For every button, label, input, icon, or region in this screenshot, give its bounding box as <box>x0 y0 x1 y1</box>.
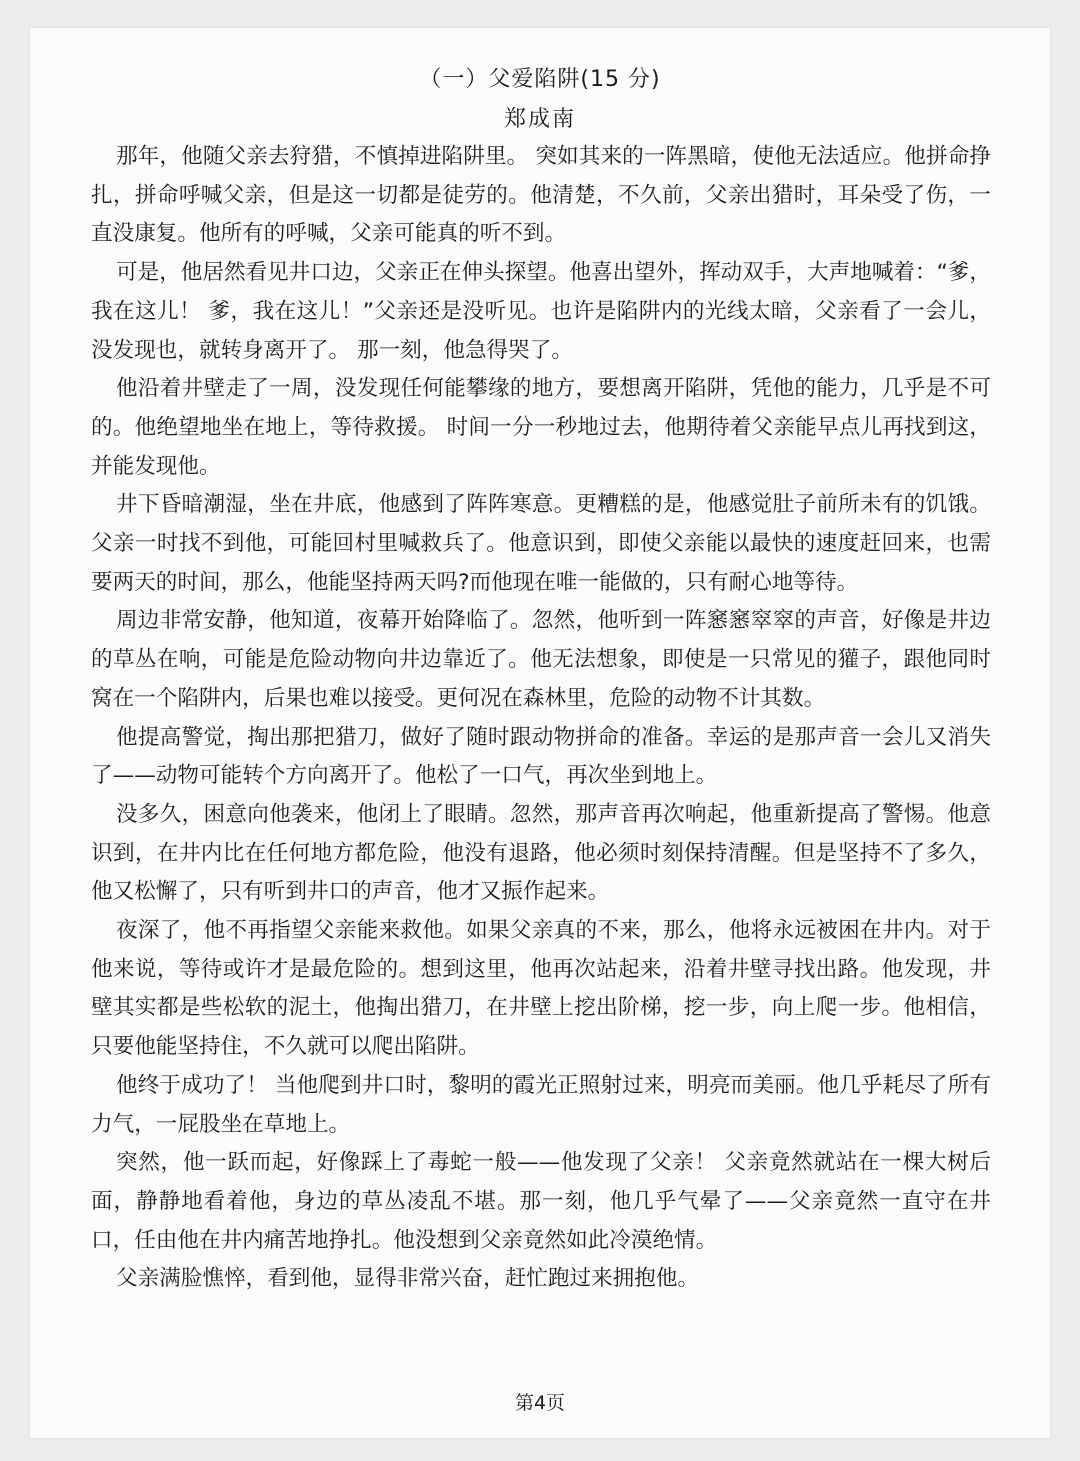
paragraph: 父亲满脸憔悴，看到他，显得非常兴奋，赶忙跑过来拥抱他。 <box>116 1266 700 1292</box>
page-number: 第4页 <box>514 1392 566 1414</box>
paragraph: 突然，他一跃而起，好像踩上了毒蛇一般——他发现了父亲！ 父亲竟然就站在一棵大树后面，静静地看着他，身边的草丛凌乱不堪。那一刻，他几乎气晕了——父亲竟然一直守在井口，任由他在井内痛苦地挣扎。他没想到父亲竟然如此冷漠绝情。 <box>91 1150 991 1253</box>
article-title: （一）父爱陷阱(15 分) <box>419 67 661 92</box>
article-author: 郑成南 <box>503 107 576 132</box>
paragraph: 没多久，困意向他袭来，他闭上了眼睛。忽然，那声音再次响起，他重新提高了警惕。他意识到，在井内比在任何地方都危险，他没有退路，他必须时刻保持清醒。但是坚持不了多久，他又松懈了，只有听到井口的声音，他才又振作起来。 <box>91 801 991 905</box>
paragraph: 他提高警觉，掏出那把猎刀，做好了随时跟动物拼命的准备。幸运的是那声音一会儿又消失了——动物可能转个方向离开了。他松了一口气，再次坐到地上。 <box>91 724 991 789</box>
paragraph: 井下昏暗潮湿，坐在井底，他感到了阵阵寒意。更糟糕的是，他感觉肚子前所未有的饥饿。父亲一时找不到他，可能回村里喊救兵了。他意识到，即使父亲能以最快的速度赶回来，也需要两天的时间，那么，他能坚持两天吗?而他现在唯一能做的，只有耐心地等待。 <box>91 492 991 595</box>
paragraph: 可是，他居然看见井口边，父亲正在伸头探望。他喜出望外，挥动双手，大声地喊着：“爹，我在这儿！ 爹，我在这儿！”父亲还是没听见。也许是陷阱内的光线太暗，父亲看了一会儿，没发现也，就转身离开了。 那一刻，他急得哭了。 <box>91 260 991 363</box>
paragraph: 周边非常安静，他知道，夜幕开始降临了。忽然，他听到一阵窸窸窣窣的声音，好像是井边的草丛在响，可能是危险动物向井边靠近了。他无法想象，即使是一只常见的獾子，跟他同时窝在一个陷阱内，后果也难以接受。更何况在森林里，危险的动物不计其数。 <box>91 608 991 711</box>
paragraph: 那年，他随父亲去狩猎，不慎掉进陷阱里。 突如其来的一阵黑暗，使他无法适应。他拼命挣扎，拼命呼喊父亲，但是这一切都是徒劳的。他清楚，不久前，父亲出猎时，耳朵受了伤，一直没康复。他所有的呼喊，父亲可能真的听不到。 <box>91 144 991 247</box>
article-body <box>91 138 991 1299</box>
paragraph: 夜深了，他不再指望父亲能来救他。如果父亲真的不来，那么，他将永远被困在井内。对于他来说，等待或许才是最危险的。想到这里，他再次站起来，沿着井壁寻找出路。他发现，井壁其实都是些松软的泥土，他掏出猎刀，在井壁上挖出阶梯，挖一步，向上爬一步。他相信，只要他能坚持住，不久就可以爬出陷阱。 <box>91 918 991 1060</box>
paragraph: 他沿着井壁走了一周，没发现任何能攀缘的地方，要想离开陷阱，凭他的能力，几乎是不可的。他绝望地坐在地上，等待救援。 时间一分一秒地过去，他期待着父亲能早点儿再找到这，并能发现他。 <box>91 376 991 479</box>
paragraph: 他终于成功了！ 当他爬到井口时，黎明的霞光正照射过来，明亮而美丽。他几乎耗尽了所有力气，一屁股坐在草地上。 <box>91 1072 991 1137</box>
